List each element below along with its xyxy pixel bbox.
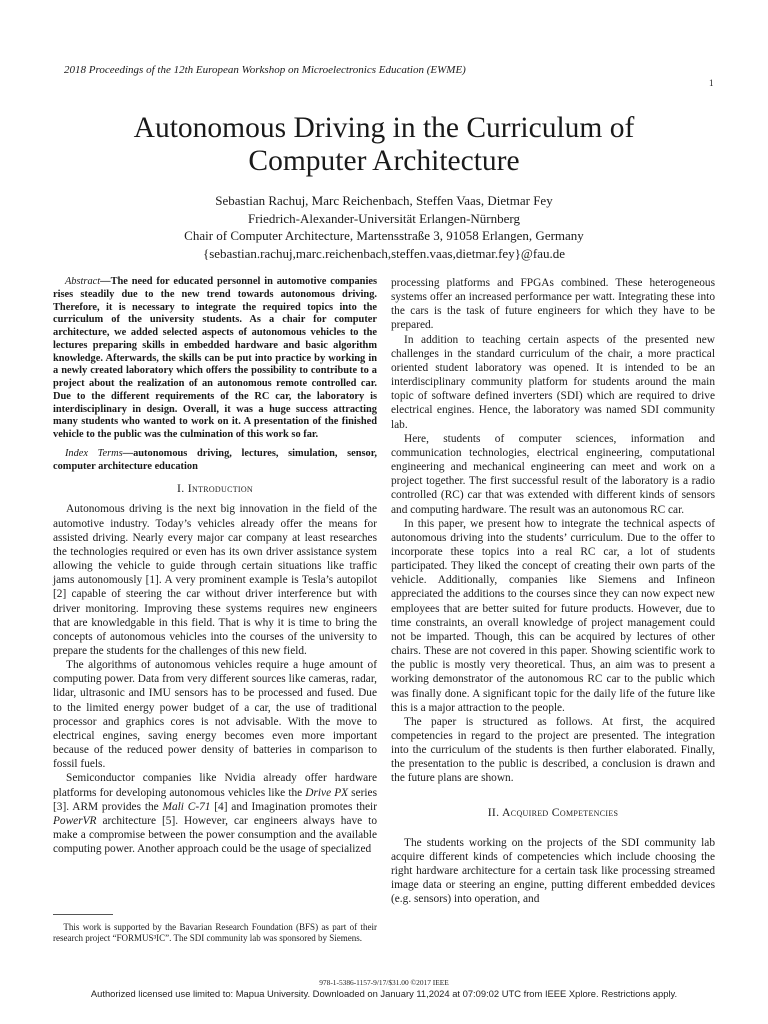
- left-column: [53, 276, 377, 856]
- intro-p3-text-b: series [3]. ARM provides the: [53, 786, 378, 813]
- author-chair: Chair of Computer Architecture, Martensstraße 3, 91058 Erlangen, Germany: [184, 228, 584, 243]
- abstract: [53, 276, 377, 442]
- footnote: This work is supported by the Bavarian Research Foundation (BFS) as part of their research project “FORMUS³IC”. The SDI community lab was sponsored by Siemens.: [53, 922, 377, 943]
- intro-paragraph-3: [53, 771, 377, 856]
- mali-c71-term: Mali C-71: [162, 800, 211, 813]
- abstract-lead: Abstract: [64, 276, 101, 287]
- index-terms-text: —autonomous driving, lectures, simulation, sensor, computer architecture education: [53, 447, 378, 472]
- right-paragraph-0: processing platforms and FPGAs combined. These heterogeneous systems offer an increased performance per watt. Integrating these into the cars is the task of future engineers for which they have to be prepared.: [391, 277, 715, 332]
- page-number: 1: [709, 78, 714, 88]
- index-terms-lead: Index Terms: [64, 447, 123, 459]
- right-paragraph-4: The paper is structured as follows. At first, the acquired competencies in regard to the project are presented. The integration into the curriculum of the students is then further elaborated. Finally, the presentation to the public is described, a conclusion is drawn and the future plans are shown.: [391, 715, 715, 785]
- intro-p3-text-c: [4] and Imagination promotes their: [210, 800, 377, 813]
- intro-p3-text-a: Semiconductor companies like Nvidia already offer hardware platforms for developing autonomous vehicles like the: [53, 772, 377, 799]
- drive-px-term: Drive PX: [305, 786, 349, 799]
- right-paragraph-2: Here, students of computer sciences, information and communication technologies, electrical engineering, computational engineering and mechanical engineering can meet and work on a project together. The first successful result of the laboratory is a radio controlled (RC) car that was extended with different kinds of sensors and computing hardware. The result was an autonomous RC car.: [391, 432, 715, 516]
- author-block: [0, 192, 768, 262]
- section-heading-introduction: I. Introduction: [176, 481, 254, 496]
- intro-p3-text-d: architecture [5]. However, car engineers always have to make a compromise between the power consumption and the available computing power. Another approach could be the usage of specialized: [53, 814, 377, 856]
- author-university: Friedrich-Alexander-Universität Erlangen-Nürnberg: [247, 210, 521, 226]
- right-column: [391, 276, 715, 907]
- author-names: Sebastian Rachuj, Marc Reichenbach, Steffen Vaas, Dietmar Fey: [215, 193, 553, 208]
- right-paragraph-5: The students working on the projects of the SDI community lab acquire different kinds of competencies which include choosing the right hardware architecture for a certain task like processing streamed image data or steering an engine, putting different embedded devices (e.g. sensors) into operation, and: [391, 836, 715, 906]
- title-line-1: Autonomous Driving in the Curriculum of: [133, 112, 635, 144]
- author-emails[interactable]: {sebastian.rachuj,marc.reichenbach,steffen.vaas,dietmar.fey}@fau.de: [202, 245, 566, 261]
- index-terms: [53, 448, 377, 474]
- intro-paragraph-2: The algorithms of autonomous vehicles require a huge amount of computing power. Data from very different sources like cameras, radar, lidar, ultrasonic and IMU sensors has to be processed and fused. Due to the limited energy power budget of a car, the use of traditional processor and graphics cores is not advisable. With the move to electrical engines, saving energy becomes even more important because of the reduced power density of batteries in comparison to fossil fuels.: [53, 659, 377, 771]
- section-heading-competencies: II. Acquired Competencies: [487, 804, 619, 819]
- intro-paragraph-1: Autonomous driving is the next big innovation in the field of the automotive industry. Today’s vehicles already offer the means for assisted driving. Nearly every major car company at least researches the technologies required or even has its own driver assistance system allowing the vehicle to guide through certain situations like traffic jams autonomously [1]. A very prominent example is Tesla’s autopilot [2] capable of steering the car without driver interference but with driver monitoring. Improving these systems requires new engineers that are knowledgable in this field. That is why it is time to bring the concepts of autonomous vehicles into the courses of the university to prepare the students for the challenges of this new field.: [53, 503, 377, 657]
- license-notice: Authorized licensed use limited to: Mapua University. Downloaded on January 11,2024 at 07:09:02 UTC from IEEE Xplore. Restrictions apply.: [90, 988, 678, 999]
- right-paragraph-3: In this paper, we present how to integrate the technical aspects of autonomous driving into the students’ curriculum. Due to the offer to incorporate these topics into a real RC car, a lot of students participated. They liked the concept of creating their own parts of the vehicle. Additionally, companies like Siemens and Infineon appreciated the additions to the courses since they can now expect new employees that are better suited for future products. However, due to time constraints, an overall knowledge of project management could not be imparted. Though, this can be acquired by lectures of other chairs. These are not covered in this paper. Showing scientific work to the public is mostly very theoretical. Thus, an aim was to present a working demonstrator of the autonomous RC car to the public which was finally done. A significant topic for the daily life of the future like this is a major attraction to the people.: [391, 517, 715, 714]
- proceedings-header: 2018 Proceedings of the 12th European Workshop on Microelectronics Education (EWME): [64, 64, 466, 76]
- right-paragraph-1: In addition to teaching certain aspects of the presented new challenges in the standard curriculum of the chair, a more practical oriented student laboratory was opened. It is intended to be an interdisciplinary community platform for students around the main topic of software defined inverters (SDI) which are required to drive electrical engines. Hence, the laboratory was named SDI community lab.: [391, 333, 715, 431]
- paper-title: [0, 112, 768, 178]
- abstract-text: —The need for educated personnel in automotive companies rises steadily due to the new trend towards autonomous driving. Therefore, it is necessary to integrate the required topics into the curriculum of the university students. As a chair for computer architecture, we added selected aspects of autonomous vehicles to the lectures preparing skills in embedded hardware and basic algorithm knowledge. Afterwards, the skills can be put into practice by working in a newly created laboratory which offers the possibility to contribute to a project about the realization of an autonomous remote controlled car. Due to the different requirements of the RC car, the laboratory is interdisciplinary in design. Overall, it was a huge success attracting many students who wanted to work on it. A presentation of the finished vehicle to the public was the culmination of this work so far.: [53, 276, 377, 440]
- copyright-line: 978-1-5386-1157-9/17/$31.00 ©2017 IEEE: [319, 978, 449, 987]
- title-line-2: Computer Architecture: [248, 145, 520, 177]
- footnote-rule: [53, 914, 113, 915]
- powervr-term: PowerVR: [53, 814, 97, 827]
